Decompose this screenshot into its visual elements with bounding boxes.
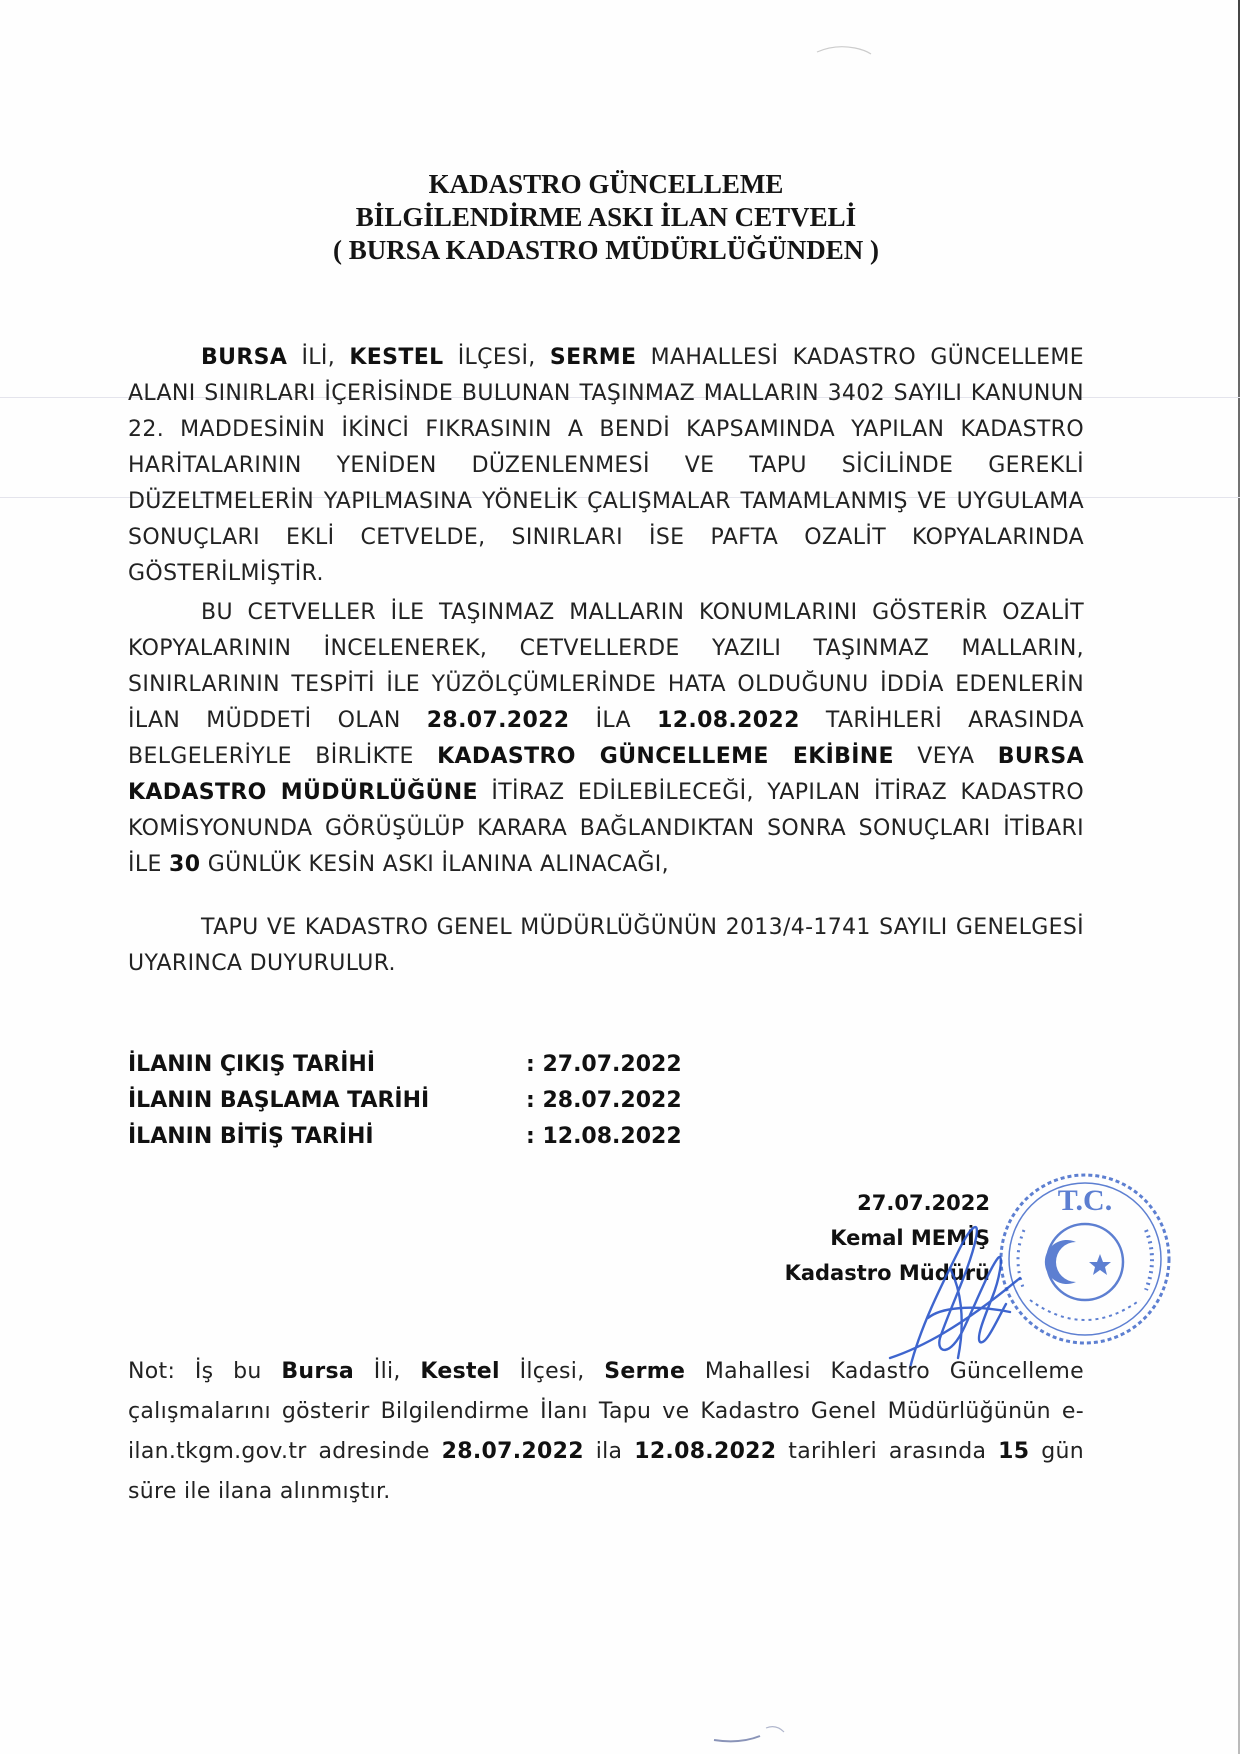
- note-district: Kestel: [420, 1359, 500, 1384]
- text-segment: MAHALLESİ KADASTRO GÜNCELLEME ALANI SINIRLARI İÇERİSİNDE BULUNAN TAŞINMAZ MALLARIN 3402 SAYILI KANUNUN 22. MADDESİNİN İKİNCİ FIKRASININ A BENDİ KAPSAMINDA YAPILAN KADASTRO HARİTALARININ YENİDEN DÜZENLENMESİ VE TAPU SİCİLİNDE GEREKLİ DÜZELTMELERİN YAPILMASINA YÖNELİK ÇALIŞMALAR TAMAMLANMIŞ VE UYGULAMA SONUÇLARI EKLİ CETVELDE, SINIRLARI İSE PAFTA OZALİT KOPYALARINDA GÖSTERİLMİŞTİR.: [128, 345, 1084, 586]
- title-line-3: ( BURSA KADASTRO MÜDÜRLÜĞÜNDEN ): [332, 235, 880, 265]
- province-name: BURSA: [201, 345, 288, 370]
- text-segment: BU CETVELLER İLE TAŞINMAZ MALLARIN KONUMLARINI GÖSTERİR OZALİT KOPYALARININ İNCELENEREK, CETVELLERDE YAZILI TAŞINMAZ MALLARIN, SINIRLARININ TESPİTİ İLE YÜZÖLÇÜMLERİNDE HATA OLDUĞUNU İDDİA EDENLERİN İLAN MÜDDETİ OLAN: [128, 600, 1084, 733]
- text-segment: İlçesi,: [499, 1359, 605, 1384]
- text-segment: TARİHLERİ ARASINDA BELGELERİYLE BİRLİKTE: [128, 708, 1084, 769]
- text-segment: İTİRAZ EDİLEBİLECEĞİ, YAPILAN İTİRAZ KADASTRO KOMİSYONUNDA GÖRÜŞÜLÜP KARARA BAĞLANDIKTAN SONRA SONUÇLARI İTİBARI İLE: [128, 780, 1084, 877]
- date-label: İLANIN ÇIKIŞ TARİHİ: [128, 1052, 376, 1077]
- date-label: İLANIN BAŞLAMA TARİHİ: [128, 1088, 430, 1113]
- title-line-1: KADASTRO GÜNCELLEME: [428, 169, 784, 199]
- note-province: Bursa: [281, 1359, 355, 1384]
- text-segment: ila: [583, 1439, 635, 1464]
- note-neighborhood: Serme: [604, 1359, 686, 1384]
- date-value: : 12.08.2022: [526, 1124, 682, 1149]
- scan-smudge: [710, 1720, 790, 1746]
- date-row-issue: [128, 1047, 708, 1083]
- note-end-date: 12.08.2022: [634, 1439, 777, 1464]
- office-name: BURSA KADASTRO MÜDÜRLÜĞÜNE: [128, 744, 1084, 805]
- objection-end-date: 12.08.2022: [657, 708, 800, 733]
- seal-top-text: T.C.: [1057, 1184, 1113, 1217]
- announcement-paragraph-3: [128, 910, 1084, 982]
- objection-start-date: 28.07.2022: [426, 708, 570, 733]
- text-segment: İli,: [354, 1359, 421, 1384]
- update-team-name: KADASTRO GÜNCELLEME EKİBİNE: [437, 744, 894, 769]
- signatory-name: Kemal MEMİŞ: [830, 1226, 990, 1250]
- note-days: 15: [998, 1439, 1030, 1464]
- scan-smudge: [815, 42, 875, 58]
- date-value: : 27.07.2022: [526, 1052, 682, 1077]
- text-segment: VEYA: [893, 744, 998, 769]
- signature-date: 27.07.2022: [857, 1191, 990, 1215]
- text-segment: İLÇESİ,: [443, 345, 550, 370]
- announcement-paragraph-2: [128, 595, 1084, 883]
- text-segment: tarihleri arasında: [776, 1439, 999, 1464]
- date-row-start: [128, 1083, 708, 1119]
- text-segment: İLA: [569, 708, 658, 733]
- date-row-end: [128, 1119, 708, 1155]
- text-segment: Not: İş bu: [128, 1359, 282, 1384]
- neighborhood-name: SERME: [549, 345, 637, 370]
- announcement-paragraph-1: [128, 340, 1084, 592]
- text-segment: Mahallesi Kadastro Güncelleme çalışmalarını gösterir Bilgilendirme İlanı Tapu ve Kadastro Genel Müdürlüğünün e-ilan.tkgm.gov.tr adresinde: [128, 1359, 1084, 1464]
- text-segment: İLİ,: [287, 345, 350, 370]
- document-title: [0, 168, 1212, 267]
- signatory-title: Kadastro Müdürü: [784, 1261, 990, 1285]
- text-segment: gün süre ile ilana alınmıştır.: [128, 1439, 1085, 1504]
- notice-dates-table: [128, 1047, 708, 1155]
- date-value: : 28.07.2022: [526, 1088, 682, 1113]
- footnote: [128, 1352, 1084, 1512]
- district-name: KESTEL: [349, 345, 444, 370]
- title-line-2: BİLGİLENDİRME ASKI İLAN CETVELİ: [355, 202, 857, 232]
- text-segment: GÜNLÜK KESİN ASKI İLANINA ALINACAĞI,: [200, 852, 669, 877]
- date-label: İLANIN BİTİŞ TARİHİ: [128, 1124, 374, 1149]
- note-start-date: 28.07.2022: [441, 1439, 584, 1464]
- final-notice-days: 30: [169, 852, 201, 877]
- circular-reference: TAPU VE KADASTRO GENEL MÜDÜRLÜĞÜNÜN 2013/4-1741 SAYILI GENELGESİ UYARINCA DUYURULUR.: [128, 915, 1084, 976]
